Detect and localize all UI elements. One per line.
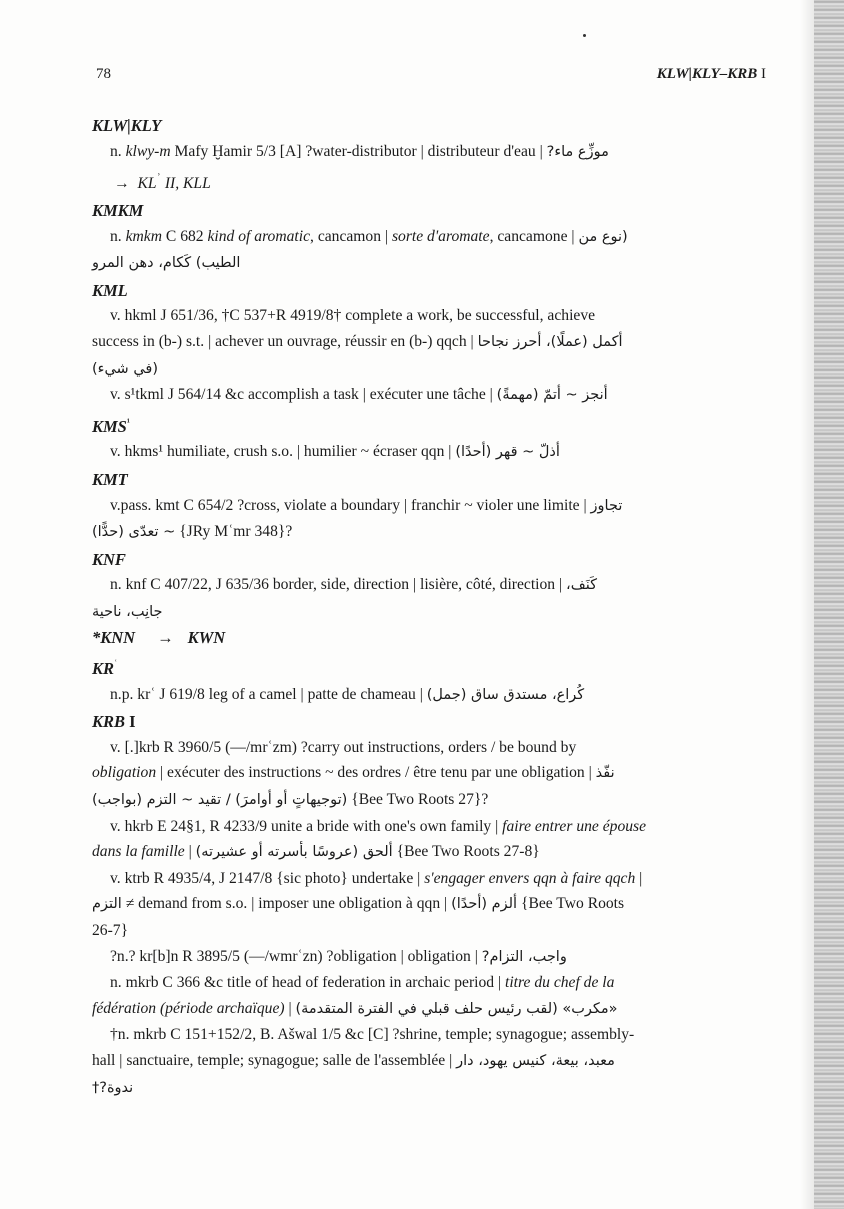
xref-sup: ʾ (156, 170, 161, 186)
arabic-gloss-cont: (في شيء) (92, 360, 158, 377)
entry-kr-line: n.p. krʿ J 619/8 leg of a camel | patte de chameau | كُراع، مستدق ساق (جمل) (110, 685, 585, 703)
arabic-gloss: ألحق (عروسًا بأسرته أو عشيرته) (195, 844, 393, 861)
pos: n. (110, 227, 122, 245)
reference: {Bee Two Roots 27-8} (396, 843, 540, 861)
entry-kml-line1: v. hkml J 651/36, †C 537+R 4919/8† complete a work, be successful, achieve (110, 307, 596, 325)
english-gloss: hall (92, 1051, 116, 1069)
reference: {Bee Two Roots 27}? (351, 791, 489, 809)
french-gloss: s'engager envers qqn à faire qqch (424, 869, 636, 887)
entry-kml-line4: v. s¹tkml J 564/14 &c accomplish a task | exécuter une tâche | أنجز ~ أتمّ (مهمةً) (110, 386, 608, 404)
french-gloss-cont: dans la famille (92, 843, 185, 861)
headword-sup: ʿ (114, 659, 118, 671)
arabic-gloss-2: ألزم (أحدًا) (451, 896, 518, 913)
page-content (92, 112, 768, 1101)
xref-target: KWN (187, 628, 226, 648)
headword-sup: ¹ (126, 416, 130, 428)
arabic-gloss: نفّذ (595, 765, 615, 782)
english-gloss: v. ktrb R 4935/4, J 2147/8 {sic photo} undertake (110, 869, 414, 887)
entry-krb-p3-line2: التزم ≠ demand from s.o. | imposer une obligation à qqn | ألزم (أحدًا) {Bee Two Roots (92, 895, 625, 913)
french-gloss: exécuter une tâche (369, 386, 486, 404)
headword-numeral: I (129, 712, 136, 732)
source: Mafy Ḫamir 5/3 [A] ?water-distributor (174, 142, 417, 160)
headword-krb (92, 709, 768, 735)
page-number: 78 (96, 66, 111, 82)
english-gloss: cancamon (317, 227, 382, 245)
entry-krb-p2-line2: dans la famille | ألحق (عروسًا بأسرته أو عشيرته) {Bee Two Roots 27-8} (92, 843, 540, 861)
entry-krb-p1-line1: v. [.]krb R 3960/5 (—/mrʿzm) ?carry out instructions, orders / be bound by (110, 738, 577, 756)
running-head (96, 66, 766, 88)
entry-krb-p2-line1: v. hkrb E 24§1, R 4233/9 unite a bride with one's own family | faire entrer une épouse (110, 817, 647, 835)
ink-speck (583, 34, 586, 37)
xref-prefix: KL (137, 175, 157, 193)
entry-krb-p6-line2: hall | sanctuaire, temple; synagogue; salle de l'assemblée | معبد، بيعة، كنيس يهود، دار (92, 1051, 615, 1069)
arabic-gloss: معبد، بيعة، كنيس يهود، دار (456, 1052, 615, 1069)
source: C 682 (165, 227, 204, 245)
entry-krb-p1-line2: obligation | exécuter des instructions ~ des ordres / être tenu par une obligation | نفّذ (92, 764, 615, 782)
entry-kmt-line2 (92, 519, 768, 546)
arabic-gloss-cont: ندوة?† (92, 1079, 134, 1096)
reference: {Bee Two Roots (520, 895, 625, 913)
english-gloss: n.p. krʿ J 619/8 leg of a camel (110, 685, 297, 703)
english-gloss: n. knf C 407/22, J 635/36 border, side, direction (110, 576, 410, 594)
arabic-gloss: (نوع من (578, 228, 628, 245)
form: klwy-m (125, 142, 171, 160)
arabic-gloss: أذلّ ~ قهر (أحدًا) (455, 444, 560, 461)
entry-krb-p4-line: ?n.? kr[b]n R 3895/5 (—/wmrʿzn) ?obligation | obligation | واجب، التزام? (110, 947, 567, 965)
arabic-gloss: التزم (92, 896, 122, 913)
arabic-gloss: كُراع، مستدق ساق (جمل) (426, 686, 585, 703)
headword-kmkm: KMKM (92, 200, 144, 220)
headword-kml: KML (92, 280, 128, 300)
entry-kms-line: v. hkms¹ humiliate, crush s.o. | humilier ~ écraser qqn | أذلّ ~ قهر (أحدًا) (110, 443, 560, 461)
entry-krb-p5-line2: fédération (période archaïque) | «مكرب» (لقب رئيس حلف قبلي في الفترة المتقدمة) (92, 999, 618, 1017)
arabic-gloss: تجاوز (590, 497, 623, 514)
pos: n. (110, 142, 122, 160)
english-gloss: success in (b-) s.t. (92, 332, 205, 350)
arabic-gloss-cont: الطيب) كَكام، دهن المرو (92, 255, 241, 272)
english-gloss: ≠ demand from s.o. (125, 895, 248, 913)
entry-knf-line2 (92, 599, 768, 626)
entry-krb-p6-line3 (92, 1075, 768, 1102)
headword-text: KRB (92, 712, 126, 732)
arabic-gloss: «مكرب» (لقب رئيس حلف قبلي في الفترة المتقدمة) (295, 1000, 618, 1017)
headword-knn: *KNN (92, 628, 136, 648)
entry-kml-line2: success in (b-) s.t. | achever un ouvrage, réussir en (b-) qqch | أكمل (عملًا)، أحرز نجاحا (92, 332, 623, 350)
english-gloss: ?n.? kr[b]n R 3895/5 (—/wmrʿzn) ?obligation (110, 947, 397, 965)
english-gloss: v. hkrb E 24§1, R 4233/9 unite a bride with one's own family (110, 817, 492, 835)
arrow-icon: → (157, 628, 174, 648)
french-gloss: obligation (407, 947, 471, 965)
arrow-icon: → (114, 175, 130, 193)
arabic-gloss: أكمل (عملًا)، أحرز نجاحا (477, 333, 623, 350)
french-gloss: lisière, côté, direction (420, 576, 556, 594)
entry-krb-p6-line1: †n. mkrb C 151+152/2, B. Ašwal 1/5 &c [C] ?shrine, temple; synagogue; assembly- (110, 1026, 635, 1044)
french-gloss: distributeur d'eau (427, 142, 536, 160)
french-gloss-italic: sorte d'aromate (391, 227, 490, 245)
entry-krb-p5-line1: n. mkrb C 366 &c title of head of federation in archaic period | titre du chef de la (110, 974, 615, 992)
entry-krb-p3-line3: 26-7} (92, 922, 129, 939)
entry-klw-xref (92, 165, 768, 197)
headword-kr (92, 652, 768, 682)
english-gloss: obligation (92, 764, 157, 782)
arabic-gloss: كَنَف، (566, 577, 597, 594)
english-gloss: n. mkrb C 366 &c title of head of federation in archaic period (110, 974, 495, 992)
french-gloss: humilier ~ écraser qqn (303, 443, 445, 461)
french-gloss: achever un ouvrage, réussir en (b-) qqch (215, 332, 467, 350)
english-gloss-italic: kind of aromatic (207, 227, 311, 245)
french-gloss-cont: fédération (période archaïque) (92, 999, 285, 1017)
french-gloss: exécuter des instructions ~ des ordres / être tenu par une obligation (167, 764, 585, 782)
french-gloss: titre du chef de la (505, 974, 615, 992)
xref-rest: II, KLL (164, 175, 211, 193)
headword-knf: KNF (92, 549, 126, 569)
entry-knf-line1: n. knf C 407/22, J 635/36 border, side, direction | lisière, côté, direction | كَنَف، (110, 576, 597, 594)
running-title-text: KLW|KLY–KRB (656, 66, 758, 82)
form: kmkm (125, 227, 162, 245)
entry-kml-line3 (92, 356, 768, 383)
arabic-gloss: واجب، التزام? (481, 948, 567, 965)
entry-krb-p3-line1: v. ktrb R 4935/4, J 2147/8 {sic photo} undertake | s'engager envers qqn à faire qqch | (110, 869, 643, 887)
headword-klw: KLW|KLY (92, 116, 162, 135)
french-gloss: sanctuaire, temple; synagogue; salle de l'assemblée (126, 1051, 446, 1069)
french-gloss: franchir ~ violer une limite (410, 496, 580, 514)
entry-krb-p1-line3 (92, 787, 768, 814)
arabic-gloss: موزِّع ماء? (546, 143, 609, 160)
french-gloss: faire entrer une épouse (502, 817, 647, 835)
headword-text: KMS (92, 416, 127, 436)
french-gloss: patte de chameau (307, 685, 416, 703)
arabic-gloss: أنجز ~ أتمّ (مهمةً) (496, 387, 608, 404)
english-gloss: v.pass. kmt C 654/2 ?cross, violate a boundary (110, 496, 401, 514)
entry-kmkm-line1: n. kmkm C 682 kind of aromatic, cancamon | sorte d'aromate, cancamone | (نوع من (110, 227, 628, 245)
headword-kmt: KMT (92, 469, 128, 489)
running-title (657, 66, 766, 83)
english-gloss: v. hkms¹ humiliate, crush s.o. (110, 443, 293, 461)
headword-kms (92, 410, 768, 440)
reference: {JRy Mʿmr 348}? (179, 523, 293, 541)
entry-klw-line: n. klwy-m Mafy Ḫamir 5/3 [A] ?water-distributor | distributeur d'eau | موزِّع ماء? (110, 142, 609, 160)
headword-knn-row (92, 625, 768, 651)
french-gloss: imposer une obligation à qqn (258, 895, 441, 913)
french-gloss: cancamone (497, 227, 568, 245)
binding-shadow (800, 0, 814, 1209)
english-gloss: v. s¹tkml J 564/14 &c accomplish a task (110, 386, 359, 404)
running-title-numeral: I (761, 66, 766, 82)
entry-kmt-line1: v.pass. kmt C 654/2 ?cross, violate a boundary | franchir ~ violer une limite | تجاوز (110, 496, 623, 514)
arabic-gloss-cont: ~ تعدّى (حدًّا) (92, 524, 176, 541)
headword-text: KR (92, 659, 115, 679)
entry-kmkm-line2 (92, 250, 768, 277)
arabic-gloss-cont: جانِب، ناحية (92, 603, 163, 620)
book-binding-edge (814, 0, 844, 1209)
arabic-gloss-cont: (توجيهاتٍ أو أوامرَ) / تقيد ~ التزم (بواجب) (92, 792, 348, 809)
